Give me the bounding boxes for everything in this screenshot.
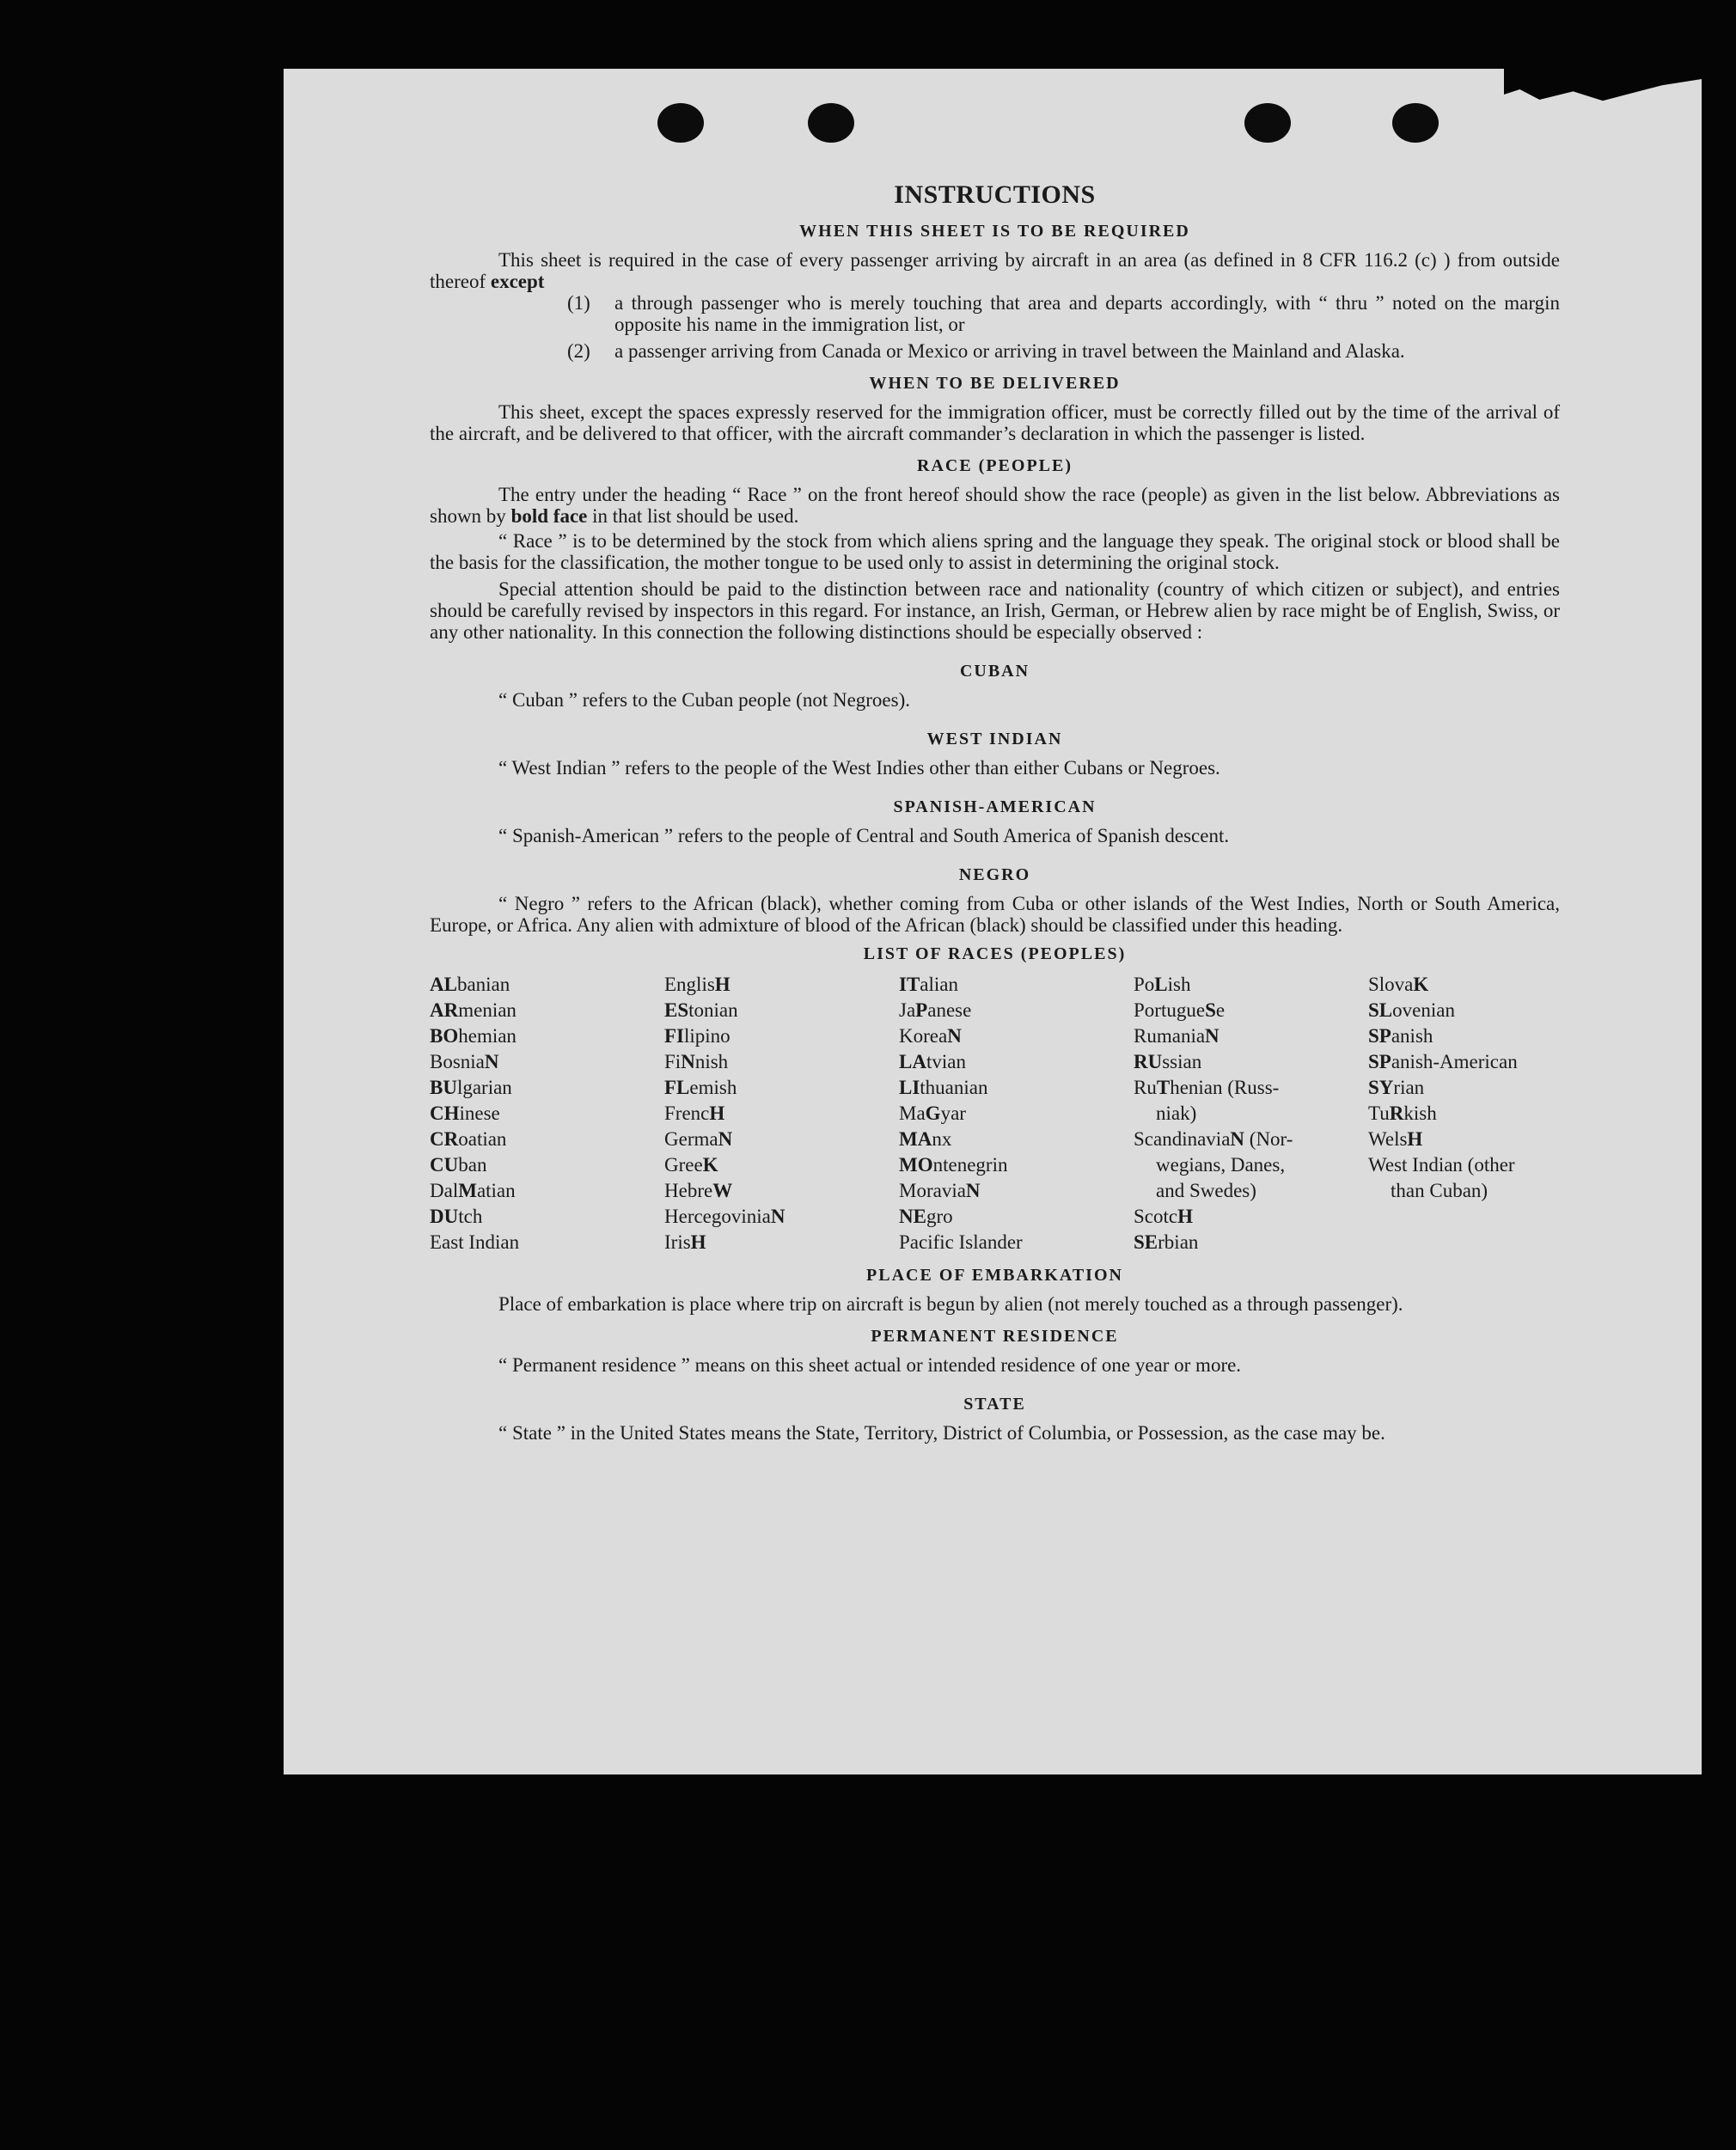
paragraph: “ Cuban ” refers to the Cuban people (not Negroes).: [498, 689, 911, 711]
race-entry: WelsH: [1368, 1128, 1423, 1150]
race-entry: and Swedes): [1156, 1180, 1256, 1201]
paragraph: Place of embarkation is place where trip on aircraft is begun by alien (not merely touched as a through passenger).: [498, 1293, 1403, 1315]
paragraph: “ State ” in the United States means the State, Territory, District of Columbia, or Possession, as the case may be.: [498, 1422, 1385, 1444]
race-entry: PortugueSe: [1134, 999, 1226, 1021]
section-heading: WEST INDIAN: [926, 730, 1063, 748]
section-heading: STATE: [963, 1395, 1026, 1414]
punch-hole: [657, 103, 704, 143]
race-entry: DUtch: [430, 1206, 483, 1227]
race-entry: FiNnish: [664, 1051, 729, 1072]
race-entry: KoreaN: [899, 1025, 962, 1047]
paragraph: “ Spanish-American ” refers to the people of Central and South America of Spanish descent.: [498, 825, 1230, 846]
races-column: [1368, 972, 1560, 1255]
race-entry: JaPanese: [899, 999, 972, 1021]
race-entry: SLovenian: [1368, 999, 1455, 1021]
race-entry: DalMatian: [430, 1180, 516, 1201]
race-entry: MaGyar: [899, 1102, 966, 1124]
race-entry: Pacific Islander: [899, 1231, 1023, 1253]
race-entry: West Indian (other: [1368, 1154, 1515, 1176]
races-column: [664, 972, 899, 1255]
race-entry: BUlgarian: [430, 1077, 512, 1098]
race-entry: SlovaK: [1368, 974, 1429, 995]
race-entry: LIthuanian: [899, 1077, 988, 1098]
race-entry: ARmenian: [430, 999, 517, 1021]
race-entry: wegians, Danes,: [1156, 1154, 1286, 1176]
race-entry: IrisH: [664, 1231, 706, 1253]
race-entry: RUssian: [1134, 1051, 1202, 1072]
race-entry: BOhemian: [430, 1025, 517, 1047]
race-entry: ALbanian: [430, 974, 510, 995]
race-entry: HebreW: [664, 1180, 733, 1201]
races-column: [1134, 972, 1368, 1255]
document-page: [284, 69, 1702, 1774]
races-column: [899, 972, 1134, 1255]
punch-hole: [808, 103, 854, 143]
race-entry: SYrian: [1368, 1077, 1425, 1098]
paragraph: Special attention should be paid to the distinction between race and nationality (country of which citizen or subject), and entries should be carefully revised by inspectors in this regard. For instance, an Irish, German, or Hebrew alien by race might be of English, Swiss, or any other nationality. In this connection the following distinctions should be especially observed :: [430, 578, 1560, 643]
race-entry: BosniaN: [430, 1051, 499, 1072]
paragraph: “ Negro ” refers to the African (black), whether coming from Cuba or other islands of the West Indies, North or South America, Europe, or Africa. Any alien with admixture of blood of the African (black) should be classified under this heading.: [430, 893, 1560, 936]
page-title: INSTRUCTIONS: [894, 180, 1096, 209]
race-entry: CRoatian: [430, 1128, 507, 1150]
punch-hole: [1392, 103, 1439, 143]
race-entry: EStonian: [664, 999, 738, 1021]
section-heading: NEGRO: [958, 865, 1031, 884]
race-entry: FIlipino: [664, 1025, 730, 1047]
instructions-body: [430, 180, 1560, 1444]
race-entry: MOntenegrin: [899, 1154, 1008, 1176]
race-entry: ITalian: [899, 974, 958, 995]
paragraph: “ Race ” is to be determined by the stock from which aliens spring and the language they speak. The original stock or blood shall be the basis for the classification, the mother tongue to be used only to assist in determining the original stock.: [430, 530, 1560, 573]
race-entry: CUban: [430, 1154, 487, 1176]
punch-hole: [1244, 103, 1291, 143]
race-entry: CHinese: [430, 1102, 500, 1124]
race-entry: GreeK: [664, 1154, 718, 1176]
races-list: [430, 972, 1560, 1255]
race-entry: RumaniaN: [1134, 1025, 1219, 1047]
paragraph: This sheet, except the spaces expressly reserved for the immigration officer, must be correctly filled out by the time of the arrival of the aircraft, and be delivered to that officer, with the aircraft commander’s declaration in which the passenger is listed.: [430, 401, 1560, 444]
paragraph: The entry under the heading “ Race ” on the front hereof should show the race (people) as given in the list below. Abbreviations as shown by bold face in that list should be used.: [430, 484, 1560, 527]
paragraph: This sheet is required in the case of every passenger arriving by aircraft in an area (as defined in 8 CFR 116.2 (c) ) from outside thereof except: [430, 249, 1560, 292]
race-entry: SErbian: [1134, 1231, 1199, 1253]
section-heading: PERMANENT RESIDENCE: [871, 1327, 1119, 1346]
race-entry: SPanish: [1368, 1025, 1433, 1047]
race-entry: than Cuban): [1391, 1180, 1488, 1201]
race-entry: FLemish: [664, 1077, 737, 1098]
race-entry: GermaN: [664, 1128, 733, 1150]
race-entry: RuThenian (Russ-: [1134, 1077, 1280, 1098]
paragraph: “ Permanent residence ” means on this sheet actual or intended residence of one year or more.: [498, 1354, 1242, 1376]
list-item: (2) a passenger arriving from Canada or Mexico or arriving in travel between the Mainland and Alaska.: [567, 340, 1405, 362]
section-heading: CUBAN: [959, 662, 1030, 681]
race-entry: NEgro: [899, 1206, 953, 1227]
race-entry: EnglisH: [664, 974, 730, 995]
section-heading: RACE (PEOPLE): [917, 456, 1073, 475]
race-entry: ScotcH: [1134, 1206, 1193, 1227]
section-heading: WHEN THIS SHEET IS TO BE REQUIRED: [799, 222, 1190, 241]
race-entry: ScandinaviaN (Nor-: [1134, 1128, 1293, 1150]
race-entry: MAnx: [899, 1128, 952, 1150]
race-entry: SPanish-American: [1368, 1051, 1518, 1072]
race-entry: TuRkish: [1368, 1102, 1437, 1124]
races-column: [430, 972, 664, 1255]
section-heading: WHEN TO BE DELIVERED: [869, 374, 1121, 393]
race-entry: LAtvian: [899, 1051, 966, 1072]
paragraph: “ West Indian ” refers to the people of the West Indies other than either Cubans or Negroes.: [498, 757, 1220, 779]
list-item: (1) a through passenger who is merely touching that area and departs accordingly, with “ thru ” noted on the margin opposite his name in the immigration list, or: [567, 292, 1560, 335]
section-heading: LIST OF RACES (PEOPLES): [863, 944, 1127, 963]
race-entry: FrencH: [664, 1102, 725, 1124]
race-entry: PoLish: [1134, 974, 1191, 995]
section-heading: SPANISH-AMERICAN: [893, 797, 1097, 816]
race-entry: East Indian: [430, 1231, 520, 1253]
race-entry: HercegoviniaN: [664, 1206, 785, 1227]
race-entry: MoraviaN: [899, 1180, 981, 1201]
torn-corner: [1504, 69, 1702, 120]
section-heading: PLACE OF EMBARKATION: [866, 1266, 1123, 1285]
race-entry: niak): [1156, 1102, 1197, 1124]
